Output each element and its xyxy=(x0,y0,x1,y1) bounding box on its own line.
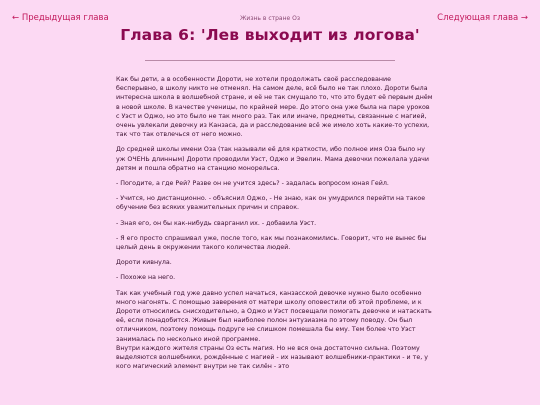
paragraph: Дороти кивнула. xyxy=(116,259,172,267)
paragraph: Как бы дети, а в особенности Дороти, не хотели продолжать своё расследование бесперывно, в школу никто не отменял. На самом деле, всё было не так плохо. Дороти была интересна школа в волшебной стране, и её не так смущало то, что это будет её первым днём в новой школе. В качестве ученицы, по крайней мере. До этого она уже была на паре уроков с Уэст и Оджо, но это было не так много раз. Так или иначе, предметы, связанные с магией, очень увлекали девочку из Канзаса, да и расследование всё же имело хоть какие-то успехи, так что так отвлечься от него можно. xyxy=(116,76,433,139)
title-divider xyxy=(145,60,395,61)
paragraph: - Погодите, а где Рей? Разве он не учится здесь? - задалась вопросом юная Гейл. xyxy=(116,180,389,188)
previous-chapter-link[interactable]: ← Предыдущая глава xyxy=(12,13,109,23)
chapter-text xyxy=(116,75,434,377)
site-title: Жизнь в стране Оз xyxy=(239,15,301,22)
next-chapter-link[interactable]: Следующая глава → xyxy=(437,13,528,23)
paragraph: Так как учебный год уже давно успел начаться, канзасской девочке нужно было особенно много нагонять. С помощью заверения от матери школу оповестили об этой проблеме, и к Дороти относились снисходительно, а Оджо и Уэст посвещали помогать девочке и натаскать её, если понадобится. Живым был наиболее полон энтузиазма по этому поводу. Он был отличником, поэтому помощь подруге не слишком помешала бы ему. Тем более что Уэст занималась по несколько иной программе. xyxy=(116,289,432,343)
chapter-title: Глава 6: 'Лев выходит из логова' xyxy=(120,26,420,44)
chapter-navigation xyxy=(0,13,540,27)
paragraph: До средней школы имени Оза (так называли её для краткости, ибо полное имя Оза было ну уж ОЧЕНЬ длинным) Дороти проводили Уэст, Оджо и Эвелин. Мама девочки пожелала удачи детям и пошла обратно на станцию монорельса. xyxy=(116,146,429,172)
paragraph: Внутри каждого жителя страны Оз есть магия. Но не вся она достаточно сильна. Поэтому выделяются волшебники, рождённые с магией - их называют волшебники-практики - и те, у кого магический элемент внутри не так силён - это xyxy=(116,344,428,371)
paragraph: - Учится, но дистанционно. - объяснил Оджо, - Не знаю, как он умудрился перейти на такое обучение без всяких уважительных причин и справок. xyxy=(116,195,426,212)
paragraph: - Зная его, он бы как-нибудь сварганил их. - добавила Уэст. xyxy=(116,219,317,227)
paragraph: - Я его просто спрашивал уже, после того, как мы познакомились. Говорит, что не вынес бы целый день в окружении такого количества людей. xyxy=(116,234,427,252)
paragraph: - Похоже на него. xyxy=(116,274,176,282)
